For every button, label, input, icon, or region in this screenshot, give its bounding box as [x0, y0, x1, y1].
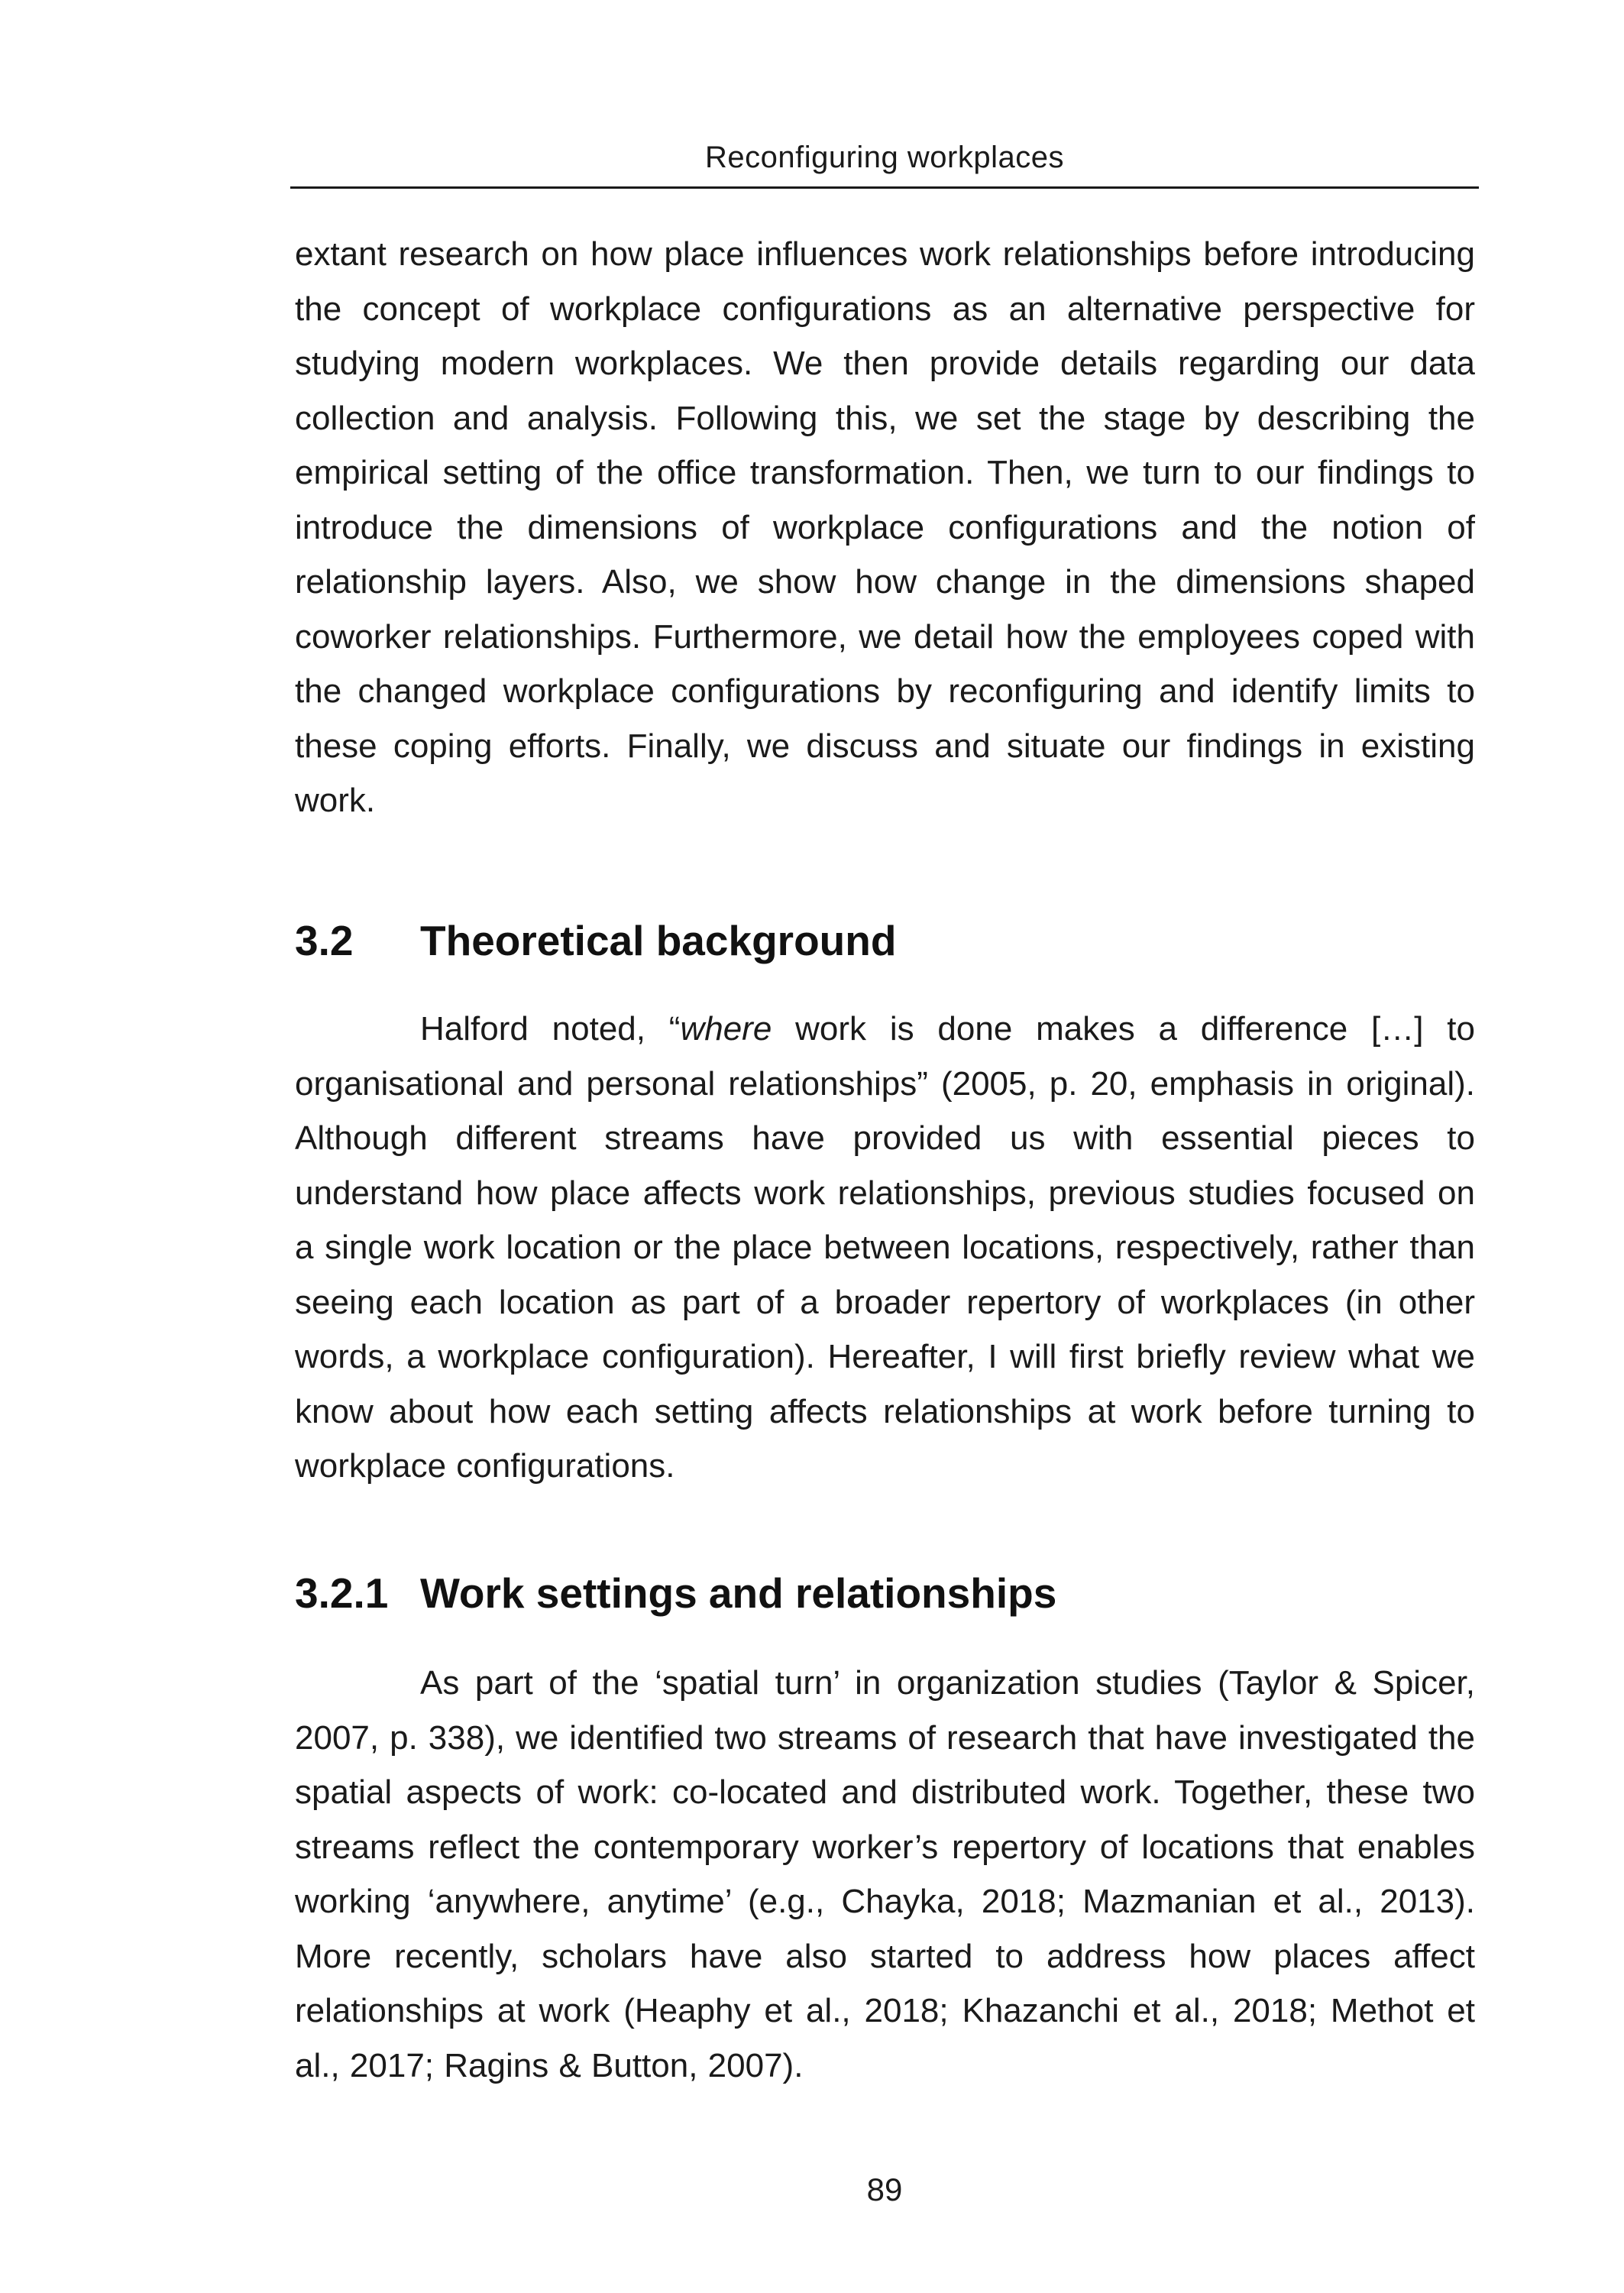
work-settings-paragraph: As part of the ‘spatial turn’ in organization studies (Taylor & Spicer, 2007, p. 338), we identified two streams of research that have investigated the spatial aspects of work: co-located and distributed work. Together, these two streams reflect the contemporary worker’s repertory of locations that enables working ‘anywhere, anytime’ (e.g., Chayka, 2018; Mazmanian et al., 2013). More recently, scholars have also started to address how places affect relationships at work (Heaphy et al., 2018; Khazanchi et al., 2018; Methot et al., 2017; Ragins & Button, 2007). — [295, 1664, 1475, 2084]
subsection-title: Work settings and relationships — [420, 1569, 1057, 1617]
section-number: 3.2 — [295, 917, 354, 964]
intro-paragraph: extant research on how place influences work relationships before introducing the concept of workplace configurations as an alternative perspective for studying modern workplaces. We then provide details regarding our data collection and analysis. Following this, we set the stage by describing the empirical setting of the office transformation. Then, we turn to our findings to introduce the dimensions of workplace configurations and the notion of relationship layers. Also, we show how change in the dimensions shaped coworker relationships. Furthermore, we detail how the employees coped with the changed workplace configurations by reconfiguring and identify limits to these coping efforts. Finally, we discuss and situate our findings in existing work. — [295, 235, 1475, 819]
section-title: Theoretical background — [420, 917, 897, 964]
quote-lead: Halford noted, “ — [420, 1010, 681, 1048]
running-header: Reconfiguring workplaces — [704, 141, 1064, 174]
header-rule — [290, 186, 1479, 189]
theoretical-background-paragraph — [295, 1002, 1475, 1494]
subsection-number: 3.2.1 — [295, 1569, 389, 1617]
section-heading-3-2 — [295, 914, 896, 967]
emphasis-where: where — [680, 1010, 772, 1048]
page-number: 89 — [866, 2172, 903, 2207]
section-heading-3-2-1 — [295, 1566, 1056, 1620]
paragraph-body: work is done makes a difference […] to organisational and personal relationships” (2005, p. 20, emphasis in original). Although different streams have provided us with essential pieces to understand how place affects work relationships, previous studies focused on a single work location or the place between locations, respectively, rather than seeing each location as part of a broader repertory of workplaces (in other words, a workplace configuration). Hereafter, I will first briefly review what we know about how each setting affects relationships at work before turning to workplace configurations. — [295, 1010, 1475, 1485]
